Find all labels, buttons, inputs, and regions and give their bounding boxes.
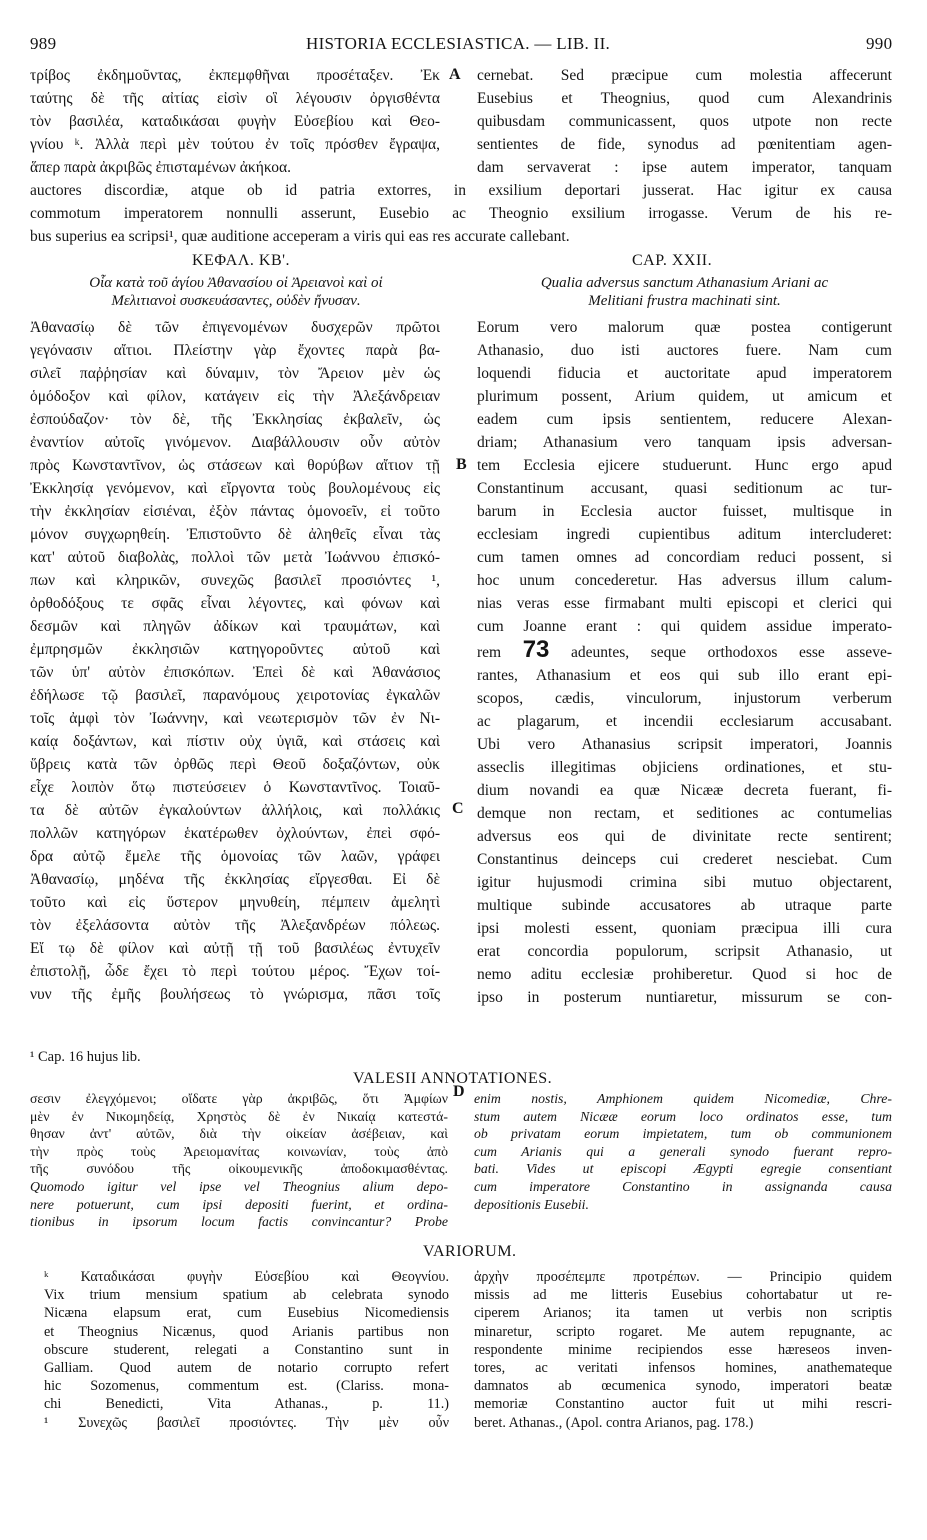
latin-line: dam servaverat : ipse autem imperator, tanquam — [477, 159, 892, 176]
latin-line: Eorum vero malorum quæ postea contigerunt — [477, 319, 892, 336]
latin-line: loquendi fiducia et auctoritate apud imperatorem — [477, 365, 892, 382]
latin-line: Athanasio, duo isti auctores fuere. Nam cum — [477, 342, 892, 359]
greek-line: ἐμπρησμῶν ἐκκλησιῶν κατηγοροῦντες αὐτοῦ καὶ — [30, 641, 440, 658]
variorum-line: ἀρχὴν προσέπεμπε προτρέπων. — Principio quidem — [474, 1269, 892, 1285]
latin-line: Ubi vero Athanasius scripsit imperatori, Joannis — [477, 736, 892, 753]
subtitle-line: Μελιτιανοὶ συσκευάσαντες, οὐδὲν ἤνυσαν. — [111, 293, 361, 309]
greek-line: καίᾳ δοξάντων, καὶ πίστιν οὐχ ὑγιᾶ, καὶ στάσεις καὶ — [30, 733, 440, 750]
valesii-heading: VALESII ANNOTATIONES. — [353, 1070, 553, 1087]
latin-line: sentientes de fide, synodus ad pœnitentiam agen- — [477, 136, 892, 153]
latin-line: ac plagarum, et incendii ecclesiarum accusabant. — [477, 713, 892, 730]
greek-line: Ἀθανασίῳ, μηδένα τῆς ἐκκλησίας εἴργεσθαι. Εἰ δὲ — [30, 871, 440, 888]
latin-line: asseclis illegitimas objiciens ordinationes, et stu- — [477, 759, 892, 776]
greek-line: κατ' αὐτοῦ διαβολὰς, πολλοὶ τῶν μετὰ Ἰωάννου ἐπισκό- — [30, 549, 440, 566]
annotation-line: cum imperatore Constantino in assignanda causa — [474, 1178, 892, 1194]
annotation-line: θησαν ἀντ' αὐτῶν, διὰ τὴν οἰκείαν ἀσέβειαν, καὶ — [30, 1126, 448, 1142]
greek-line: πων καὶ κληρικῶν, συνεχῶς βασιλεῖ προσιόντες ¹, — [30, 572, 440, 589]
greek-line: ἐπιστολῇ, ὧδε ἔχει τὸ περὶ τούτου μέρος. Ἔχων τοί- — [30, 963, 440, 980]
valesii-right-column — [474, 1090, 892, 1213]
latin-line: igitur hujusmodi crimina sibi mutuo objectarent, — [477, 874, 892, 891]
greek-line: Εἴ τῳ δὲ φίλον καὶ αὐτῇ τῇ τοῦ βασιλέως ἐντυχεῖν — [30, 940, 440, 957]
latin-line: eadem cum ipsis sentientem, reducere Alexan- — [477, 411, 892, 428]
greek-chapter-heading: ΚΕΦΑΛ. ΚΒ'. — [192, 252, 291, 269]
annotation-line: bati. Vides ut episcopi Ægypti egregie consentiant — [474, 1161, 892, 1177]
greek-line: μόνον συγχωρηθείη. Ἐπιστοῦντο δὲ ἀληθεῖς εἶναι τὰς — [30, 526, 440, 543]
variorum-line: obscure studerent, relegati a Constantino sunt in — [44, 1341, 449, 1358]
greek-line: ἅπερ παρὰ ἀκριβῶς ἐπισταμένων ἀκήκοα. — [30, 159, 292, 176]
variorum-left-column — [44, 1268, 449, 1432]
variorum-line: beret. Athanas., (Apol. contra Arianos, pag. 178.) — [474, 1414, 754, 1431]
greek-line: πολλῶν κατηγόρων ἑκατέρωθεν ὀχλούντων, ἐπεὶ σφό- — [30, 825, 440, 842]
variorum-line: respondente minime recipiendos esse hæreseos inven- — [474, 1341, 892, 1358]
variorum-line: chi Benedicti, Vita Athanas., p. 11.) — [44, 1396, 449, 1413]
annotation-line: Quomodo igitur vel ipse vel Theognius alium depo- — [30, 1178, 448, 1194]
subtitle-line: Qualia adversus sanctum Athanasium Ariani ac — [540, 275, 829, 291]
annotation-line: σεσιν ἐλεγχόμενοι; οἴδατε γὰρ ἀκριβῶς, ὅτι Ἀμφίων — [30, 1091, 448, 1106]
greek-line: τα δὲ αὐτῶν ἐγκαλούντων ἀλλήλοις, καὶ πολλάκις — [30, 802, 440, 819]
greek-line: ἐναντίον αὐτοῖς γινόμενον. Διαβάλλουσιν οὖν αὐτὸν — [30, 434, 440, 451]
variorum-line: et Theognius Nicænus, quod Arianis partibus non — [44, 1323, 449, 1340]
latin-line: rantes, Athanasium et eos qui sub illo erant epi- — [477, 667, 892, 684]
subtitle-line: Melitiani frustra machinati sint. — [588, 293, 781, 309]
greek-line: τὸν βασιλέα, καταδικάσαι φυγὴν Εὐσεβίου καὶ Θεο- — [30, 113, 440, 130]
annotation-line: enim nostis, Amphionem quidem Nicomediæ, Chre- — [474, 1091, 892, 1106]
greek-line: νυν τῆς ἐμῆς βουλήσεως τὸ γνώρισμα, πᾶσι τοῖς — [30, 986, 440, 1003]
greek-line: τῶν ὑπ' αὐτὸν ἐπισκόπων. Ἐπεὶ δὲ καὶ Ἀθανάσιος — [30, 664, 440, 681]
subtitle-line: Οἷα κατὰ τοῦ ἁγίου Ἀθανασίου οἱ Ἀρειανοὶ καὶ οἱ — [89, 275, 383, 291]
latin-line: ecclesiam ingredi cupientibus aditum intercluderet: — [477, 526, 892, 543]
chapter-greek-column — [30, 316, 440, 1006]
greek-line: ὕβρεις κατὰ τῶν ὀρθῶς περὶ Θεοῦ δοξαζόντων, οὐκ — [30, 756, 440, 773]
latin-line: plurimum possent, Arium quidem, ut amicum et — [477, 388, 892, 405]
annotation-line: τῆς συνόδου τῆς οἰκουμενικῆς ἀποδοκιμασθέντας. — [30, 1161, 448, 1177]
footnote: ¹ Cap. 16 hujus lib. — [30, 1049, 141, 1065]
variorum-line: memoriæ Constantino auctor fuit ut mihi rescri- — [474, 1396, 892, 1413]
latin-line: cum Joanne erant : qui quidem assidue imperato- — [477, 618, 892, 635]
greek-line: εἶχε λοιπὸν ὅτῳ πιστεύσειεν ὁ Κωνσταντῖνος. Τοιαῦ- — [30, 779, 440, 796]
latin-line: Eusebius et Theognius, quod cum Alexandrinis — [477, 90, 892, 107]
latin-line: driam; Athanasium vero tanquam ipsis adversan- — [477, 434, 892, 451]
top-greek-column — [30, 64, 440, 179]
annotation-line: cum Arianis qui a generali synodo fuerant repro- — [474, 1143, 892, 1159]
variorum-line: Nicæna elapsum erat, cum Eusebius Nicomediensis — [44, 1305, 449, 1322]
latin-line: hoc unum concederetur. Has adversus illum calum- — [477, 572, 892, 589]
latin-line: rem 73 adeuntes, seque orthodoxos esse asseve- — [477, 638, 892, 663]
latin-line: adversus eos qui de divinitate recte sentirent; — [477, 828, 892, 845]
variorum-line: ciperem Arianos; ita tamen ut verbis non scriptis — [474, 1305, 892, 1322]
variorum-line: ᵏ Καταδικάσαι φυγὴν Εὐσεβίου καὶ Θεογνίου. — [44, 1269, 449, 1285]
variorum-line: Vix trium mensium spatium ab celebrata synodo — [44, 1287, 449, 1304]
greek-line: τοῦτο καὶ εἰς ὕστερον μηνυθείη, πέμπειν ἀμελητὶ — [30, 894, 440, 911]
variorum-line: tores, ac veritati infensos homines, anathemateque — [474, 1360, 892, 1377]
greek-line: γεγόνασιν αἴτιοι. Πλείστην γὰρ ἔχοντες παρὰ βα- — [30, 342, 440, 359]
latin-line: tem Ecclesia ejicere studuerunt. Hunc ergo apud — [477, 457, 892, 474]
top-full-width-text — [30, 179, 892, 248]
greek-line: σιλεῖ παῤῥησίαν καὶ δύναμιν, τὸν Ἄρειον μὲν ὡς — [30, 365, 440, 382]
latin-line: ipso in posterum nuntiaretur, missurum se con- — [477, 989, 892, 1006]
annotation-line: τὴν πρὸς τοὺς Ἀρειομανίτας κοινωνίαν, τοὺς ἀπὸ — [30, 1143, 448, 1159]
full-line: auctores discordiæ, atque ob id patria extorres, in exsilium deportari jusserat. Hac igitur ex causa — [30, 182, 892, 199]
variorum-line: damnatos ab œcumenica synodo, imperatori beatæ — [474, 1378, 892, 1395]
annotation-line: μὲν ἐν Νικομηδείᾳ, Χρηστὸς δὲ ἐν Νικαίᾳ κατεστά- — [30, 1108, 448, 1124]
latin-line: cum tamen omnes ad concordiam reduci possent, si — [477, 549, 892, 566]
latin-chapter-heading: CAP. XXII. — [632, 252, 713, 269]
latin-line: cernebat. Sed præcipue cum molestia affecerunt — [477, 67, 892, 84]
greek-chapter-subtitle — [30, 274, 442, 310]
annotation-line: depositionis Eusebii. — [474, 1196, 589, 1212]
latin-line: multique subinde accusatores ab utraque parte — [477, 897, 892, 914]
greek-line: τρίβος ἐκδημοῦντας, ἐκπεμφθῆναι προσέταξεν. Ἐκ — [30, 67, 440, 84]
greek-line: Ἀθανασίῳ δὲ τῶν ἐπιγενομένων δυσχερῶν πρῶτοι — [30, 319, 440, 336]
greek-line: ἐσπούδαζον· τὸν δὲ, τῆς Ἐκκλησίας ἐκβαλεῖν, ὡς — [30, 411, 440, 428]
valesii-left-column — [30, 1090, 448, 1231]
latin-line: ipsi molesti essent, quoniam præcipua illi cura — [477, 920, 892, 937]
greek-line: δρα αὐτῷ ἔμελε τῆς ὁμονοίας τῶν λαῶν, γράφει — [30, 848, 440, 865]
variorum-line: missis ad me litteris Eusebius cohortabatur ut re- — [474, 1287, 892, 1304]
page-number-left: 989 — [30, 34, 57, 53]
variorum-line: minaretur, scripto rogaret. Me autem repugnante, ac — [474, 1323, 892, 1340]
latin-line: Constantinum accusant, quasi seditionum ac tur- — [477, 480, 892, 497]
annotation-line: nere potuerunt, cum ipsi depositi fuerint, et ordina- — [30, 1196, 448, 1212]
margin-marker-a: A — [449, 66, 461, 83]
latin-chapter-subtitle — [477, 274, 892, 310]
greek-line: Ἐκκλησίᾳ γενόμενον, καὶ εἴργοντα τοὺς βουλομένους εἰς — [30, 480, 440, 497]
variorum-line: Galliam. Quod autem de notario corrupto refert — [44, 1360, 449, 1377]
page-number-right: 990 — [866, 34, 893, 53]
latin-line: scopos, cædis, vinculorum, injustorum verberum — [477, 690, 892, 707]
annotation-line: ob privatam eorum impietatem, tum ob communionem — [474, 1126, 892, 1142]
full-line: bus superius ea scripsi¹, quæ auditione acceperam a viris qui eas res accurate callebant. — [30, 228, 570, 245]
variorum-right-column — [474, 1268, 892, 1432]
greek-line: τὸν ἐξελάσοντα αὐτὸν τῆς Ἀλεξανδρέων πόλεως. — [30, 917, 440, 934]
latin-line: demque non rectam, et seditiones ac contumelias — [477, 805, 892, 822]
chapter-latin-column — [477, 316, 892, 1009]
greek-line: ταύτης δὲ τῆς αἰτίας εἰσὶν οἳ λέγουσιν ὀργισθέντα — [30, 90, 440, 107]
annotation-line: tionibus in ipsorum locum factis convincantur? Probe — [30, 1214, 448, 1230]
greek-line: ἐδήλωσε τῷ βασιλεῖ, παρανόμους χειροτονίας ἐγκαλῶν — [30, 687, 440, 704]
latin-line: nias veras esse firmabant multi episcopi et clerici qui — [477, 595, 892, 612]
latin-line: nemo aditu ecclesiæ prohiberetur. Quod si hoc de — [477, 966, 892, 983]
latin-line: dium novandi ea quæ Nicææ decreta fuerant, fi- — [477, 782, 892, 799]
variorum-line: ¹ Συνεχῶς βασιλεῖ προσιόντες. Τὴν μὲν οὖν — [44, 1414, 449, 1431]
variorum-line: hic Sozomenus, commentum est. (Clariss. mona- — [44, 1378, 449, 1395]
margin-marker-b: B — [456, 456, 467, 473]
latin-line: erat concordia populorum, scripsit Athanasio, ut — [477, 943, 892, 960]
greek-line: πρὸς Κωνσταντῖνον, ὡς στάσεων καὶ θορύβων αἴτιον τῇ — [30, 457, 440, 474]
greek-line: ὀρθοδόξους τε σφᾶς εἶναι λέγοντες, καὶ φόνων καὶ — [30, 595, 440, 612]
annotation-line: stum autem Nicææ eorum loco ordinatos esse, tum — [474, 1108, 892, 1124]
greek-line: τὴν ἐκκλησίαν εἰσιέναι, ἐξὸν πάντας ὁμονοεῖν, εἰ τοῦτο — [30, 503, 440, 520]
latin-line: barum in Ecclesia auctor fuisset, multisque in — [477, 503, 892, 520]
greek-line: δεσμῶν καὶ πληγῶν ἀδίκων καὶ τραυμάτων, καὶ — [30, 618, 440, 635]
full-line: commotum imperatorem nonnulli asserunt, Eusebio ac Theognio exsilium irrogasse. Verum de his re- — [30, 205, 892, 222]
margin-marker-c: C — [452, 800, 464, 817]
latin-line: Constantinus deinceps cui crederet nesciebat. Cum — [477, 851, 892, 868]
top-latin-column — [477, 64, 892, 179]
greek-line: τοῖς ἀμφὶ τὸν Ἰωάννην, καὶ νεωτερισμὸν τῶν ἐν Νι- — [30, 710, 440, 727]
column-number-marker: 73 — [522, 638, 550, 663]
margin-marker-d: D — [453, 1083, 465, 1100]
greek-line: γνίου ᵏ. Ἀλλὰ περὶ μὲν τούτου ἐν τοῖς πρόσθεν ἔγραψα, — [30, 136, 440, 153]
greek-line: ὁμόδοξον καὶ φίλον, κατάγειν εἰς τὴν Ἀλεξάνδρειαν — [30, 388, 440, 405]
variorum-heading: VARIORUM. — [423, 1243, 517, 1260]
running-title: HISTORIA ECCLESIASTICA. — LIB. II. — [306, 34, 611, 53]
latin-line: quibusdam communicassent, quos utpote non recte — [477, 113, 892, 130]
